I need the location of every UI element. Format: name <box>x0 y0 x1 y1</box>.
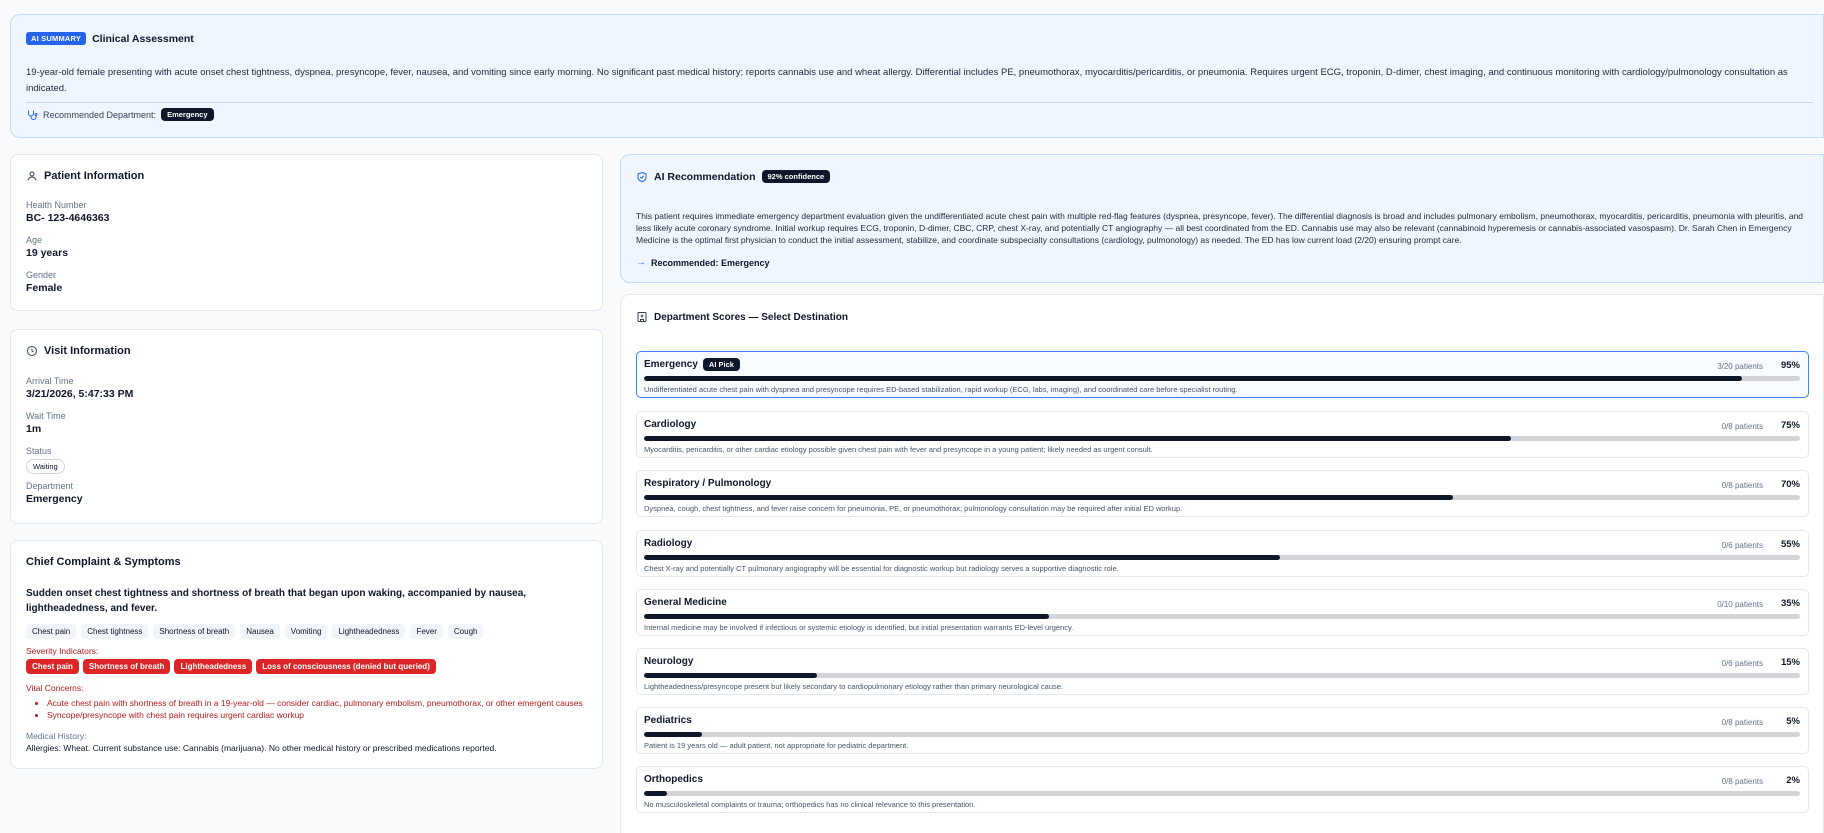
symptom-chips <box>26 624 488 639</box>
status-badge: Waiting <box>26 459 65 474</box>
dept-score-fill <box>644 673 817 678</box>
dept-description: Patient is 19 years old — adult patient, not appropriate for pediatric department. <box>644 741 909 750</box>
dept-score-fill <box>644 376 1742 381</box>
wait-time-label: Wait Time <box>26 411 66 421</box>
ai-recommendation-title: AI Recommendation <box>654 170 756 183</box>
ai-summary-card <box>10 14 1824 138</box>
dept-name: General Medicine <box>644 597 727 608</box>
symptom-chip: Fever <box>410 624 442 639</box>
severity-chip: Lightheadedness <box>174 659 252 674</box>
dept-row-pediatrics[interactable] <box>636 707 1809 754</box>
dept-description: No musculoskeletal complaints or trauma; orthopedics has no clinical relevance to this presentation. <box>644 800 976 809</box>
dept-score-bar <box>644 673 1800 678</box>
health-number-value: BC- 123-4646363 <box>26 212 110 224</box>
symptom-chip: Vomiting <box>285 624 328 639</box>
department-scores-title: Department Scores — Select Destination <box>654 311 848 323</box>
recommended-dept-label: Recommended Department: <box>43 109 157 120</box>
severity-chip: Loss of consciousness (denied but queried) <box>256 659 436 674</box>
ai-summary-badge: AI SUMMARY <box>26 32 86 45</box>
dept-score: 35% <box>1780 598 1800 609</box>
patient-info-card <box>10 154 603 311</box>
dept-name: Radiology <box>644 538 693 549</box>
summary-divider <box>26 102 1813 103</box>
summary-title: Clinical Assessment <box>92 32 194 45</box>
dept-description: Myocarditis, pericarditis, or other cardiac etiology possible given chest pain with fever and presyncope in a young patient; likely needed as urgent consult. <box>644 445 1153 454</box>
dept-patients: 0/8 patients <box>1721 777 1763 786</box>
vital-concerns-list <box>39 697 583 721</box>
symptom-chip: Chest pain <box>26 624 76 639</box>
dept-score-fill <box>644 791 667 796</box>
arrow-right-icon: → <box>636 257 646 268</box>
dept-name: Orthopedics <box>644 774 703 785</box>
symptom-chip: Nausea <box>240 624 280 639</box>
ai-pick-badge: AI Pick <box>703 358 740 371</box>
dept-score-bar <box>644 495 1800 500</box>
symptom-chip: Lightheadedness <box>332 624 405 639</box>
ai-recommendation-text: This patient requires immediate emergency department evaluation given the undifferentiated acute chest pain with multiple red-flag features (dyspnea, presyncope, fever). The differential diagnosis is broad and includes pulmonary embolism, pneumothorax, myocarditis, pericarditis, pneumonia with pleuritis, and less likely acute coronary syndrome. Initial workup requires ECG, troponin, D-dimer, CBC, CRP, chest X-ray, and potentially CT angiography — all best coordinated from the ED. Cannabis use may also be relevant (cannabinoid hyperemesis or cannabis-associated vasospasm). Dr. Sarah Chen in Emergency Medicine is the optimal first physician to conduct the initial assessment, stabilize, and coordinate subspecialty consultations (cardiology, pulmonology) as needed. The ED has low current load (2/20) ensuring prompt care. <box>636 211 1804 245</box>
dept-score-bar <box>644 555 1800 560</box>
health-number-label: Health Number <box>26 200 87 210</box>
user-icon <box>26 170 38 182</box>
dept-row-orthopedics[interactable] <box>636 766 1809 813</box>
dept-row-emergency[interactable] <box>636 351 1809 398</box>
recommended-emergency: Recommended: Emergency <box>651 257 770 268</box>
dept-score-bar <box>644 732 1800 737</box>
severity-chip: Chest pain <box>26 659 79 674</box>
dept-score-fill <box>644 614 1049 619</box>
dept-score-bar <box>644 376 1800 381</box>
ai-recommendation-card <box>620 154 1824 283</box>
dept-row-general-medicine[interactable] <box>636 589 1809 636</box>
dept-score: 15% <box>1780 657 1800 668</box>
department-label: Department <box>26 481 74 491</box>
arrival-time-value: 3/21/2026, 5:47:33 PM <box>26 388 134 400</box>
dept-score: 55% <box>1780 539 1800 550</box>
dept-score-fill <box>644 732 702 737</box>
dept-patients: 0/8 patients <box>1721 481 1763 490</box>
confidence-badge: 92% confidence <box>762 170 831 183</box>
age-value: 19 years <box>26 247 69 259</box>
dept-name: Emergency <box>644 359 698 370</box>
visit-info-card <box>10 329 603 524</box>
dept-patients: 0/6 patients <box>1721 541 1763 550</box>
dept-description: Dyspnea, cough, chest tightness, and fever raise concern for pneumonia, PE, or pneumothorax; pulmonology consultation may be required after initial ED workup. <box>644 504 1183 513</box>
clock-icon <box>26 345 38 357</box>
vital-concern-item: • Syncope/presyncope with chest pain requires urgent cardiac workup <box>47 709 583 721</box>
recommended-dept-badge: Emergency <box>161 108 213 121</box>
dept-description: Lightheadedness/presyncope present but likely secondary to cardiopulmonary etiology rather than primary neurological cause. <box>644 682 1063 691</box>
chief-complaint-card <box>10 540 603 769</box>
severity-label: Severity Indicators: <box>26 646 99 656</box>
dept-patients: 0/10 patients <box>1717 600 1763 609</box>
dept-row-respiratory[interactable] <box>636 470 1809 517</box>
medical-history-text: Allergies: Wheat. Current substance use: Cannabis (marijuana). No other medical history or prescribed medications reported. <box>26 743 497 753</box>
age-label: Age <box>26 235 43 245</box>
dept-patients: 0/8 patients <box>1721 718 1763 727</box>
department-value: Emergency <box>26 493 83 505</box>
status-label: Status <box>26 446 52 456</box>
severity-chips <box>26 659 440 674</box>
dept-name: Neurology <box>644 656 694 667</box>
patient-info-title: Patient Information <box>44 170 145 182</box>
dept-score: 5% <box>1786 716 1800 727</box>
wait-time-value: 1m <box>26 423 42 435</box>
arrival-time-label: Arrival Time <box>26 376 74 386</box>
chief-complaint-title: Chief Complaint & Symptoms <box>26 556 181 568</box>
stethoscope-icon <box>26 109 38 121</box>
dept-row-cardiology[interactable] <box>636 411 1809 458</box>
dept-name: Pediatrics <box>644 715 692 726</box>
vital-concern-item: • Acute chest pain with shortness of breath in a 19-year-old — consider cardiac, pulmonary embolism, pneumothorax, or other emergent causes <box>47 697 583 709</box>
dept-score-bar <box>644 436 1800 441</box>
dept-score: 95% <box>1780 360 1800 371</box>
dept-score: 75% <box>1780 420 1800 431</box>
dept-score-bar <box>644 614 1800 619</box>
vital-concerns-label: Vital Concerns: <box>26 683 84 693</box>
severity-chip: Shortness of breath <box>83 659 171 674</box>
gender-label: Gender <box>26 270 57 280</box>
medical-history-label: Medical History: <box>26 731 87 741</box>
hospital-icon <box>636 311 648 323</box>
shield-check-icon <box>636 171 648 183</box>
dept-description: Undifferentiated acute chest pain with dyspnea and presyncope requires ED-based stabilization, rapid workup (ECG, labs, imaging), and coordinated care before specialist routing. <box>644 385 1238 394</box>
dept-score: 2% <box>1786 775 1800 786</box>
dept-score-bar <box>644 791 1800 796</box>
dept-score: 70% <box>1780 479 1800 490</box>
symptom-chip: Chest tightness <box>81 624 148 639</box>
dept-patients: 3/20 patients <box>1717 362 1763 371</box>
dept-patients: 0/6 patients <box>1721 659 1763 668</box>
gender-value: Female <box>26 282 63 294</box>
complaint-text: Sudden onset chest tightness and shortness of breath that began upon waking, accompanied by nausea, lightheadedness, and fever. <box>26 588 527 614</box>
dept-row-radiology[interactable] <box>636 530 1809 577</box>
dept-score-fill <box>644 495 1453 500</box>
symptom-chip: Cough <box>448 624 484 639</box>
summary-text: 19-year-old female presenting with acute onset chest tightness, dyspnea, presyncope, fever, nausea, and vomiting since early morning. No significant past medical history; reports cannabis use and wheat allergy. Differential includes PE, pneumothorax, myocarditis/pericarditis, or pneumonia. Requires urgent ECG, troponin, D-dimer, chest imaging, and continuous monitoring with cardiology/pulmonology consultation as indicated. <box>26 67 1788 94</box>
dept-score-fill <box>644 436 1511 441</box>
dept-row-neurology[interactable] <box>636 648 1809 695</box>
dept-score-fill <box>644 555 1280 560</box>
dept-patients: 0/8 patients <box>1721 422 1763 431</box>
dept-description: Internal medicine may be involved if infectious or systemic etiology is identified, but initial presentation warrants ED-level urgency. <box>644 623 1074 632</box>
symptom-chip: Shortness of breath <box>153 624 235 639</box>
dept-name: Cardiology <box>644 419 697 430</box>
dept-description: Chest X-ray and potentially CT pulmonary angiography will be essential for diagnostic workup but radiology serves a supportive diagnostic role. <box>644 564 1119 573</box>
dept-name: Respiratory / Pulmonology <box>644 478 772 489</box>
visit-info-title: Visit Information <box>44 345 131 357</box>
